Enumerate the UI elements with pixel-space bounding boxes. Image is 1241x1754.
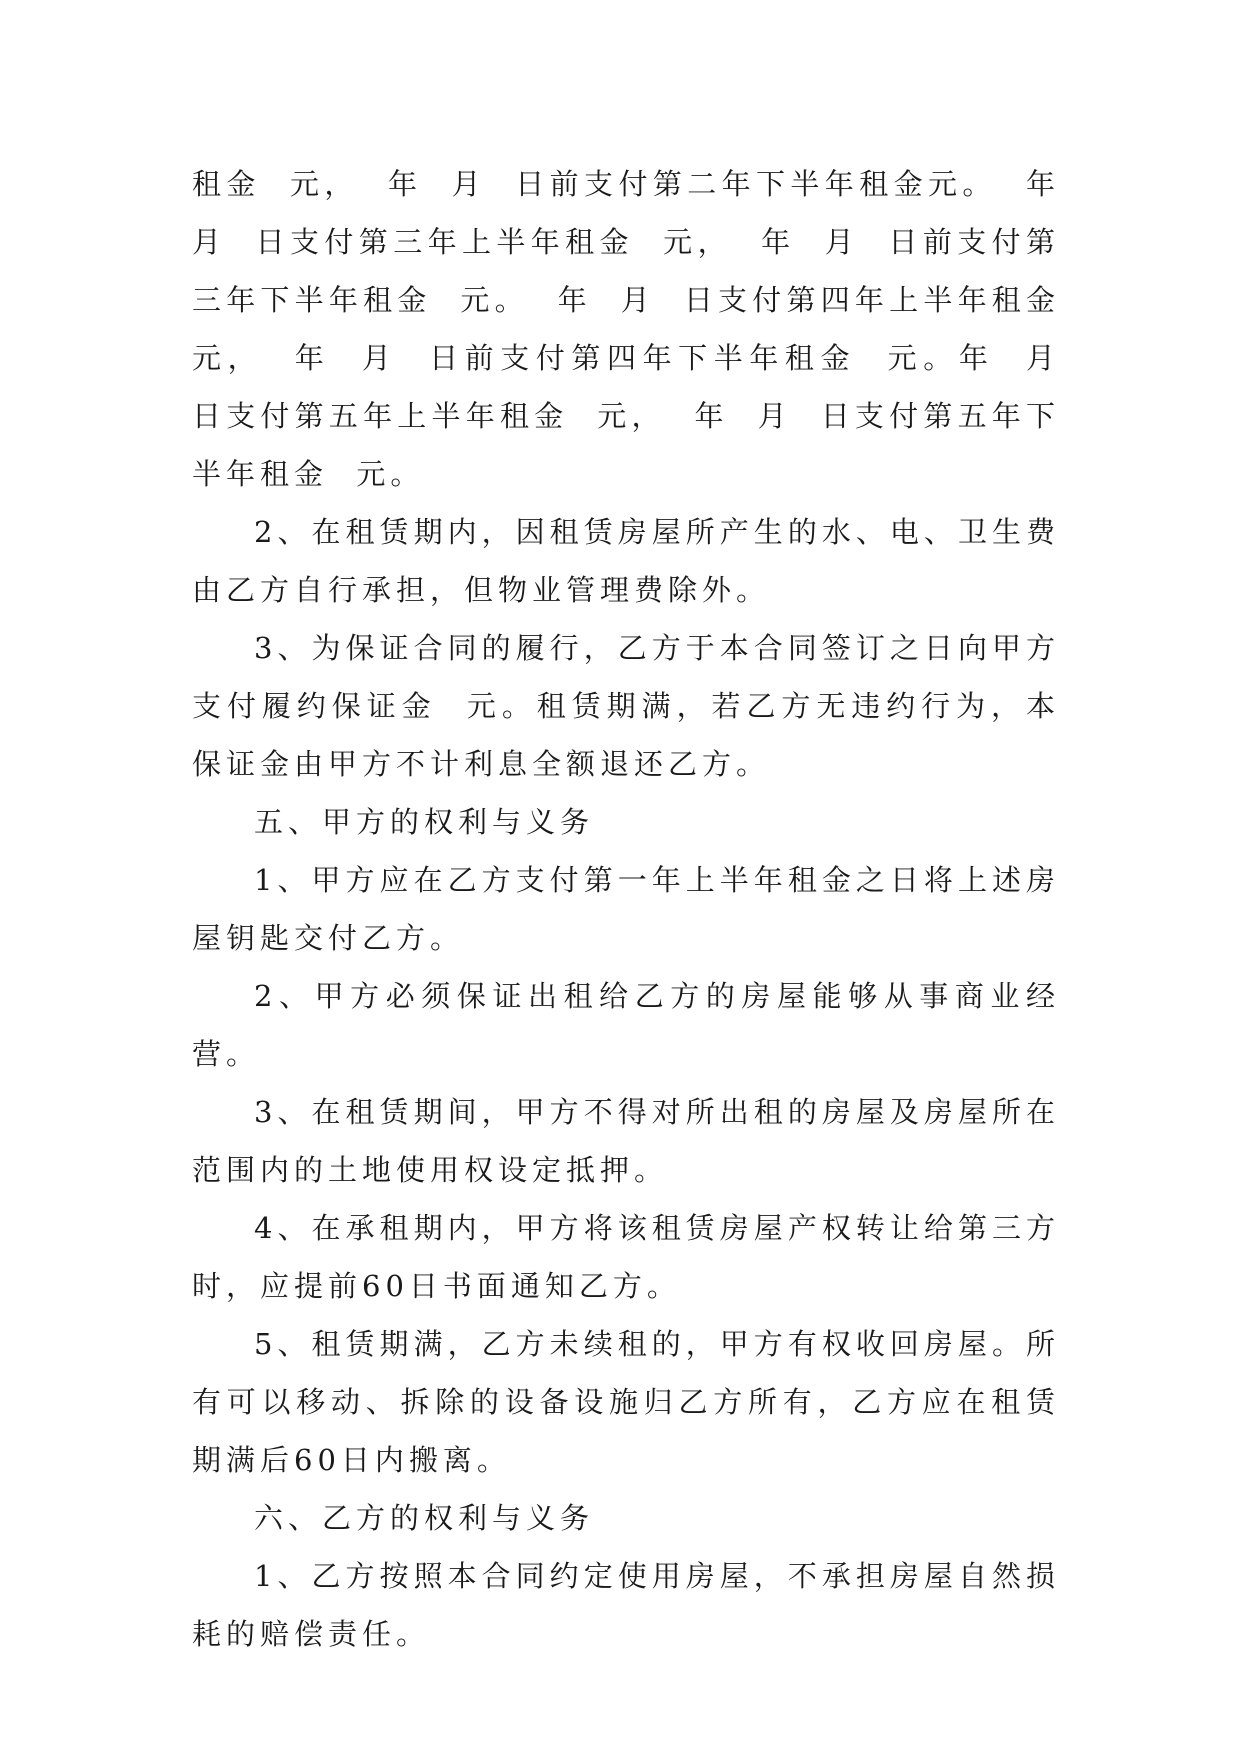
section-heading-party-a: 五、甲方的权利与义务 bbox=[254, 805, 595, 839]
paragraph-utilities: 2、在租赁期内，因租赁房屋所产生的水、电、卫生费由乙方自行承担，但物业管理费除外。 bbox=[192, 515, 1060, 607]
paragraph-party-a-4: 4、在承租期内，甲方将该租赁房屋产权转让给第三方时，应提前60日书面通知乙方。 bbox=[192, 1211, 1060, 1303]
paragraph-deposit: 3、为保证合同的履行，乙方于本合同签订之日向甲方支付履约保证金 元。租赁期满，若乙方无违约行为，本保证金由甲方不计利息全额退还乙方。 bbox=[192, 631, 1060, 781]
paragraph-party-a-1: 1、甲方应在乙方支付第一年上半年租金之日将上述房屋钥匙交付乙方。 bbox=[192, 863, 1060, 955]
document-body bbox=[192, 155, 1089, 1663]
paragraph-rent-schedule: 租金 元， 年 月 日前支付第二年下半年租金元。 年 月 日支付第三年上半年租金 元， 年 月 日前支付第三年下半年租金 元。 年 月 日支付第四年上半年租金 元， 年 月 日前支付第四年下半年租金 元。年 月 日支付第五年上半年租金 元， 年 月 日支付第五年下半年租金 元。 bbox=[192, 167, 1089, 491]
paragraph-party-a-3: 3、在租赁期间，甲方不得对所出租的房屋及房屋所在范围内的土地使用权设定抵押。 bbox=[192, 1095, 1060, 1187]
paragraph-party-a-2: 2、甲方必须保证出租给乙方的房屋能够从事商业经营。 bbox=[192, 979, 1060, 1071]
section-heading-party-b: 六、乙方的权利与义务 bbox=[254, 1501, 595, 1535]
paragraph-party-b-1: 1、乙方按照本合同约定使用房屋，不承担房屋自然损耗的赔偿责任。 bbox=[192, 1559, 1060, 1651]
paragraph-party-a-5: 5、租赁期满，乙方未续租的，甲方有权收回房屋。所有可以移动、拆除的设备设施归乙方所有，乙方应在租赁期满后60日内搬离。 bbox=[192, 1327, 1060, 1477]
